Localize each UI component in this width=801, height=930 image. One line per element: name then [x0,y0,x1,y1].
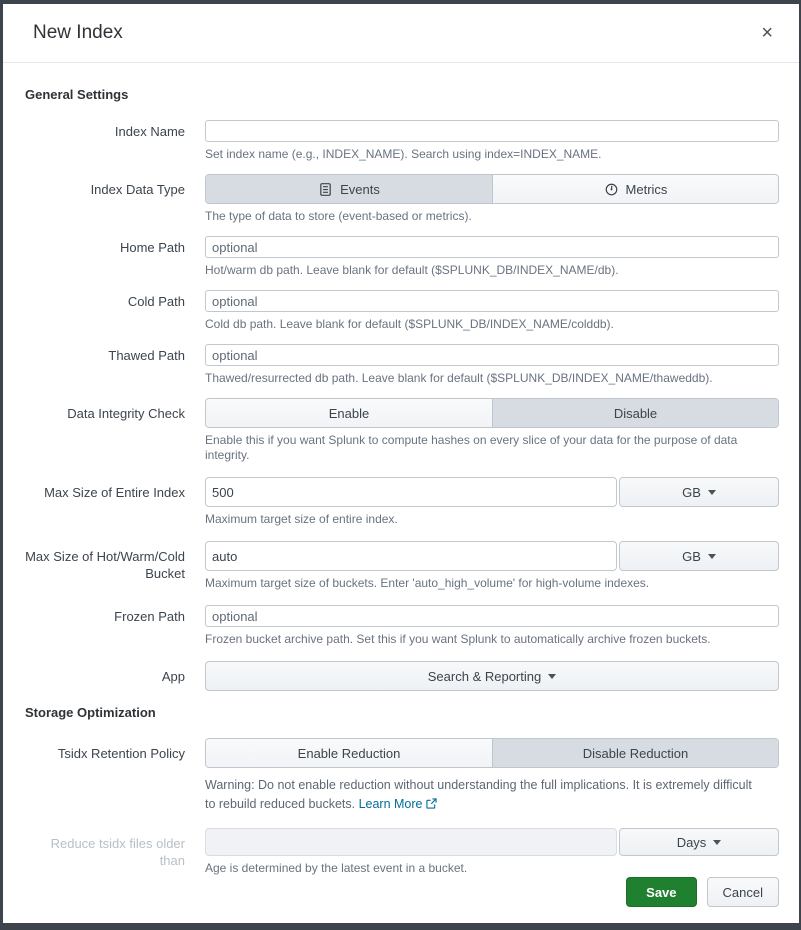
modal-header [3,4,799,63]
max-size-bucket-help: Maximum target size of buckets. Enter 'auto_high_volume' for high-volume indexes. [205,576,650,590]
modal-footer [3,877,799,923]
row-app [25,661,779,691]
max-size-bucket-input[interactable] [205,541,617,571]
cancel-button[interactable]: Cancel [707,877,779,907]
row-max-size-bucket [25,541,779,591]
enable-reduction-option[interactable] [206,739,492,767]
learn-more-label: Learn More [358,797,423,811]
row-cold-path [25,290,779,332]
thawed-path-input[interactable] [205,344,779,366]
metrics-icon [604,182,619,197]
frozen-path-input[interactable] [205,605,779,627]
frozen-path-help: Frozen bucket archive path. Set this if you want Splunk to automatically archive frozen buckets. [205,632,711,646]
metrics-option-label: Metrics [625,181,668,197]
modal-title: New Index [33,22,123,43]
row-thawed-path [25,344,779,386]
index-data-type-toggle [205,174,779,204]
caret-down-icon [708,554,716,559]
row-reduce-tsidx [25,828,779,876]
tsidx-policy-toggle [205,738,779,768]
reduce-tsidx-unit-label: Days [676,834,707,850]
max-size-index-label: Max Size of Entire Index [44,485,185,500]
integrity-disable-option[interactable] [492,399,778,427]
caret-down-icon [548,674,556,679]
reduce-tsidx-input [205,828,617,856]
external-link-icon [426,798,437,809]
cold-path-label: Cold Path [127,294,185,309]
events-icon [318,182,333,197]
home-path-input[interactable] [205,236,779,258]
index-name-help: Set index name (e.g., INDEX_NAME). Search using index=INDEX_NAME. [205,147,602,161]
row-frozen-path [25,605,779,647]
max-size-bucket-unit-dropdown[interactable] [619,541,779,571]
integrity-disable-label: Disable [613,405,658,421]
max-size-bucket-label: Max Size of Hot/Warm/Cold Bucket [25,549,185,581]
row-max-size-index [25,477,779,527]
reduce-tsidx-unit-dropdown[interactable] [619,828,779,856]
frozen-path-label: Frozen Path [114,609,185,624]
app-dropdown[interactable] [205,661,779,691]
enable-reduction-label: Enable Reduction [297,745,401,761]
app-label: App [161,669,185,684]
data-integrity-toggle [205,398,779,428]
index-data-type-label: Index Data Type [90,182,185,197]
tsidx-warning [205,776,765,814]
index-name-input[interactable] [205,120,779,142]
metrics-option[interactable] [492,175,778,203]
tsidx-policy-label: Tsidx Retention Policy [57,746,185,761]
reduce-tsidx-help: Age is determined by the latest event in a bucket. [205,861,468,875]
max-size-bucket-unit-label: GB [682,548,701,564]
home-path-label: Home Path [119,240,185,255]
section-general-settings: General Settings [25,87,129,102]
home-path-help: Hot/warm db path. Leave blank for default ($SPLUNK_DB/INDEX_NAME/db). [205,263,619,277]
disable-reduction-label: Disable Reduction [582,745,689,761]
row-data-integrity [25,398,779,463]
data-integrity-label: Data Integrity Check [67,406,185,421]
events-option[interactable] [206,175,492,203]
max-size-index-unit-dropdown[interactable] [619,477,779,507]
row-home-path [25,236,779,278]
caret-down-icon [708,490,716,495]
disable-reduction-option[interactable] [492,739,778,767]
thawed-path-help: Thawed/resurrected db path. Leave blank for default ($SPLUNK_DB/INDEX_NAME/thaweddb). [205,371,713,385]
cold-path-help: Cold db path. Leave blank for default ($SPLUNK_DB/INDEX_NAME/colddb). [205,317,614,331]
row-tsidx-policy [25,738,779,814]
integrity-enable-label: Enable [328,405,370,421]
app-dropdown-value: Search & Reporting [427,668,542,684]
index-data-type-help: The type of data to store (event-based or metrics). [205,209,472,223]
max-size-index-help: Maximum target size of entire index. [205,512,398,526]
section-storage-optimization: Storage Optimization [25,705,156,720]
tsidx-warning-text: Warning: Do not enable reduction without understanding the full implications. It is extremely difficult to rebuild reduced buckets. [205,778,752,811]
save-button[interactable]: Save [626,877,696,907]
row-index-name [25,120,779,162]
max-size-index-input[interactable] [205,477,617,507]
integrity-enable-option[interactable] [206,399,492,427]
close-icon[interactable]: × [761,22,773,44]
row-index-data-type [25,174,779,224]
events-option-label: Events [340,181,380,197]
cold-path-input[interactable] [205,290,779,312]
max-size-index-unit-label: GB [682,484,701,500]
index-name-label: Index Name [114,124,185,139]
reduce-tsidx-label: Reduce tsidx files older than [50,836,185,868]
modal-body [3,63,799,877]
caret-down-icon [713,840,721,845]
data-integrity-help: Enable this if you want Splunk to compute hashes on every slice of your data for the purpose of data integrity. [205,433,738,462]
thawed-path-label: Thawed Path [108,348,185,363]
learn-more-link[interactable] [359,797,437,811]
